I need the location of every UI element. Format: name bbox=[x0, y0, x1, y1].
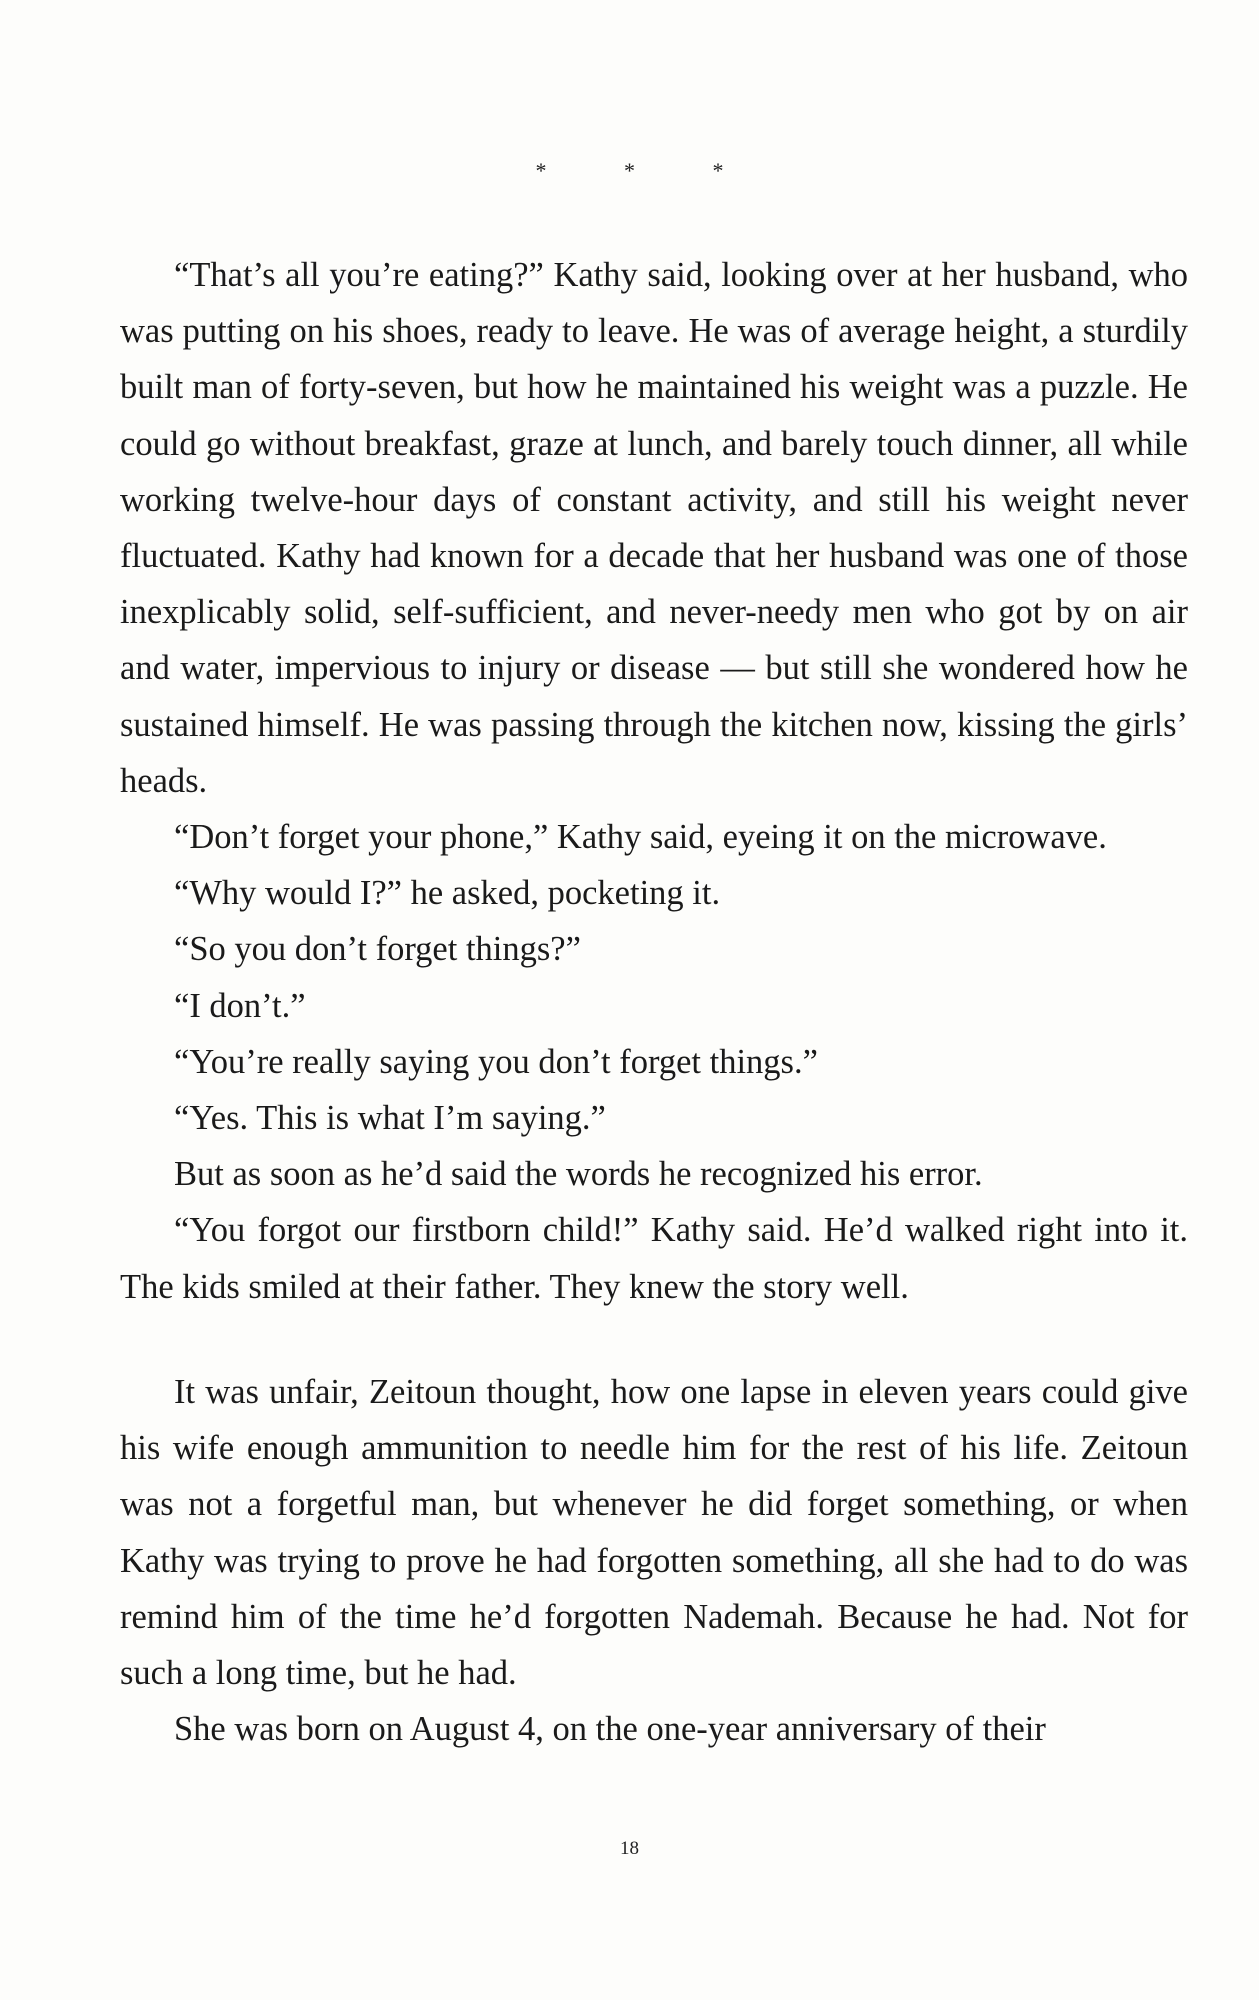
section-break-ornament: * * * bbox=[535, 158, 760, 183]
paragraph: “That’s all you’re eating?” Kathy said, looking over at her husband, who was putting on his shoes, ready to leave. He was of average height, a sturdily built man of forty-seven, but how he maintained his weight was a puzzle. He could go without breakfast, graze at lunch, and barely touch dinner, all while working twelve-hour days of constant activity, and still his weight never fluctuated. Kathy had known for a decade that her husband was one of those inexplicably solid, self-sufficient, and never-needy men who got by on air and water, impervious to injury or disease — but still she wondered how he sustained himself. He was passing through the kitchen now, kissing the girls’ heads. bbox=[120, 256, 1188, 800]
paragraph: She was born on August 4, on the one-year anniversary of their bbox=[174, 1710, 1046, 1749]
section-1-text bbox=[120, 247, 1188, 1315]
paragraph: “I don’t.” bbox=[174, 986, 306, 1025]
paragraph: But as soon as he’d said the words he recognized his error. bbox=[174, 1155, 983, 1194]
paragraph: It was unfair, Zeitoun thought, how one lapse in eleven years could give his wife enough ammunition to needle him for the rest of his life. Zeitoun was not a forgetful man, but whenever he did forget something, or when Kathy was trying to prove he had forgotten something, all she had to do was remind him of the time he’d forgotten Nademah. Because he had. Not for such a long time, but he had. bbox=[120, 1373, 1188, 1693]
paragraph: “So you don’t forget things?” bbox=[174, 930, 581, 969]
paragraph: “Why would I?” he asked, pocketing it. bbox=[174, 874, 721, 913]
paragraph: “Yes. This is what I’m saying.” bbox=[174, 1099, 606, 1138]
paragraph: “Don’t forget your phone,” Kathy said, eyeing it on the microwave. bbox=[174, 818, 1107, 857]
paragraph: “You forgot our firstborn child!” Kathy said. He’d walked right into it. The kids smiled at their father. They knew the story well. bbox=[120, 1211, 1188, 1306]
page-number: 18 bbox=[620, 1838, 639, 1859]
section-2-text bbox=[120, 1364, 1188, 1757]
paragraph: “You’re really saying you don’t forget things.” bbox=[174, 1042, 818, 1081]
